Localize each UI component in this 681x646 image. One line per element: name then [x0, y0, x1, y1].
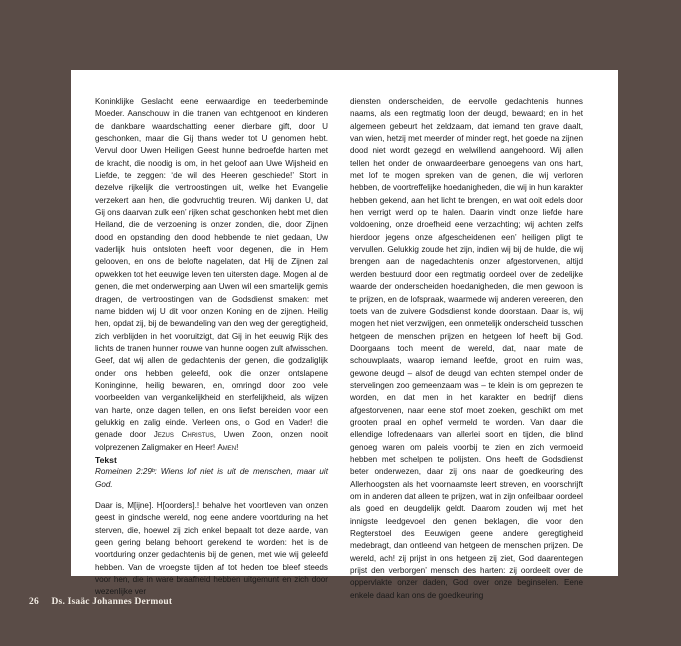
section-heading: Tekst [95, 454, 117, 465]
book-page [71, 70, 618, 600]
sermon-continuation: diensten onderscheiden, de eervolle gedachtenis hunnes naams, als een regtmatig loon der deugd, bewaard; en in het algemeen gebeurt het zeldzaam, dat iemand ten grave daalt, van wien, hetzij met meerder of minder regt, het goede na zijnen dood niet wordt gezegd en welwillend aangehoord. Wij allen tellen het onder de onwaardeerbare genoegens van ons hart, met lof te mogen spreken van de genen, die wij verloren hebben, de voortreffelijke hoedanigheden, die wij in hun karakter hebben gekend, aan het licht te brengen, en wat ooit edels door hen verrigt werd op te halen. Daarin vindt onze liefde hare voldoening, onze droefheid eene verzachting; wij achten zelfs hierdoor jegens onze afgescheidenen een’ heiligen pligt te vervullen. Gelukkig zoude het zijn, indien wij bij de hulde, die wij brengen aan de nagedachtenis onzer afgestorvenen, altijd werden bestuurd door een regtmatig oordeel over de zedelijke waarde der onderscheiden hoedanigheden, die men gewoon is te prijzen, en de lofspraak, waarmede wij anderen vereeren, den toets van de zuivere Godsdienst konde doorstaan. Daar is, wij mogen het niet verzwijgen, een onmetelijk onderscheid tusschen hetgeen de menschen prijzen en hetgeen lof heeft bij God. Doorgaans toch meent de wereld, dat, naar mate de schouwplaats, waarop iemand leefde, groot en ruim was, gewone deugd – alsof de deugd van echten stempel onder de stervelingen zoo gemeenzaam was – te klein is om geprezen te worden, en dat men in het karakter en bedrijf diens afgestorvenen, naar eene stof moet zoeken, geschikt om met grooten praal en ophef vermeld te worden. Van daar die ellendige lofredenaars van allerlei soort en tijden, die blind genoeg waren om paleis voorbij te zien en zich vermoeid hebben met schelpen te polijsten. Ons heeft de Godsdienst beter onderwezen, daar zij ons naar de goedkeuring des Allerhoogsten als het voornaamste leert streven, en voorschrijft om in anderen dat alleen te prijzen, wat in zijn onfeilbaar oordeel als goed en deugdelijk geldt. Daarom zouden wij met het innigste leedgevoel den genen beklagen, die voor den Regterstoel des Eeuwigen geene andere geregtigheid medebragt, dan ontleend van hetgeen de menschen prijzen. De wereld, ach! zij prijst in ons hetgeen zij ziet, God daarentegen prijst den verborgen’ mensch des harten: zij oordeelt over de oppervlakte onzer daden, God over onze beginselen. Eene enkele daad kan ons de goedkeuring [350, 97, 583, 600]
left-column [95, 96, 328, 599]
prayer-paragraph [95, 96, 328, 454]
page-number: 26 [29, 597, 39, 607]
running-author: Ds. Isaäc Johannes Dermout [51, 597, 173, 607]
prayer-text: Koninklijke Geslacht eene eerwaardige en teederbeminde Moeder. Aanschouw in die tranen van echtgenoot en kinderen de dankbare waardschatting eener dierbare gift, door U geschonken, maar die Gij thans weder tot U genomen hebt. Vervul door Uwen Heiligen Geest hunne bedroefde harten met de kracht, die noodig is om, in het geloof aan Uwe Wijsheid en Liefde, te zeggen: ‘de wil des Heeren geschiede!’ Stort in dezelve rijkelijk die vertroostingen uit, welke het Evangelie verzekert aan hen, die godvruchtig treuren. Wij danken U, dat Gij ons daarvan zulk een’ rijken schat geschonken hebt met dien Heiland, die de verzoening is onzer zonden, die, door Zijnen dood en opstanding den dood hebbende te niet gedaan, Uw vaderlijk huis ontsloten heeft voor degenen, die in Hem gelooven, en ons de belofte nagelaten, dat Hij de Zijnen zal opwekken tot het eeuwige leven ten uitersten dage. Mogen al de genen, die met onderwerping aan Uwen wil een smartelijk gemis dragen, de vertroostingen van de Godsdienst smaken: met name bidden wij U dit voor onzen Koning en de zijnen. Heilig hen, opdat zij, bij de bewandeling van den weg der geregtigheid, zich verblijden in het vooruitzigt, dat Gij in het eeuwig Rijk des lichts de tranen hunner rouwe van hunne oogen zult afwisschen. Geef, dat wij allen de gedachtenis der genen, die godzaliglijk onder ons hebben geleefd, ook die onzer ontslapene Koninginne, heilig bewaren, en, omringd door zoo vele voorbeelden van vergankelijkheid en sterfelijkheid, als wijzen van harte, onze dagen tellen, en ons liefst bereiden voor een gelukkig en zalig einde. Verleen ons, o God en Vader! die genade door [95, 97, 328, 440]
page-footer [29, 597, 172, 607]
scripture-citation: Romeinen 2:29ᵇ: Wiens lof niet is uit de menschen, maar uit God. [95, 467, 328, 489]
jezus-christus-smallcaps: Jezus Christus [153, 430, 214, 440]
sermon-paragraph: Daar is, M[ijne]. H[oorders].! behalve het voortleven van onzen geest in gindsche wereld, nog eene andere voortduring na het sterven, die, hoewel zij zich enkel bepaalt tot deze aarde, van geen gering belang behoort gerekend te worden: het is de voortduring onzer gedachtenis bij de genen, met wie wij geleefd hebben. Van de vroegste tijden af tot heden toe bleef steeds voor hen, die in ware braafheid hebben uitgemunt en zich door wezenlijke ver [95, 501, 328, 597]
prayer-text-end: , Uwen Zoon, onzen nooit volprezenen Zaligmaker en Heer! [95, 430, 329, 452]
amen-smallcaps: Amen! [217, 442, 239, 452]
right-column [350, 96, 583, 602]
